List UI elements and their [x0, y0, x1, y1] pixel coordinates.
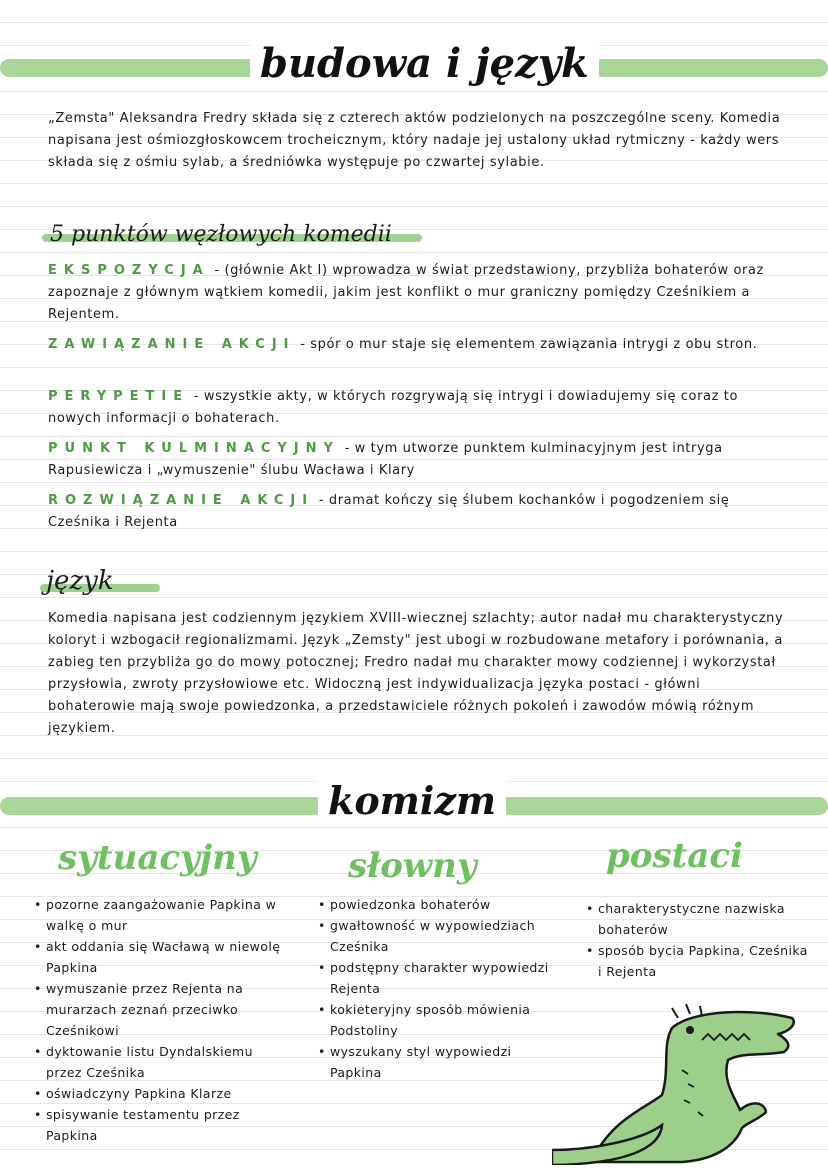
list-item: • powiedzonka bohaterów	[318, 894, 563, 915]
list-situational	[34, 894, 284, 1146]
language-heading: język	[46, 566, 114, 596]
komizm-band-right	[492, 797, 828, 815]
list-item: • akt oddania się Wacławą w niewolę Papkina	[34, 936, 284, 978]
list-item: • dyktowanie listu Dyndalskiemu przez Cześnika	[34, 1041, 284, 1083]
point-climax	[48, 438, 788, 482]
list-item: • podstępny charakter wypowiedzi Rejenta	[318, 957, 563, 999]
point-term: PUNKT KULMINACYJNY	[48, 441, 340, 456]
point-text: - dramat kończy się ślubem kochanków i pogodzeniem się Cześnika i Rejenta	[48, 493, 730, 530]
point-text: - (głównie Akt I) wprowadza w świat przedstawiony, przybliża bohaterów oraz zapoznaje z głównym wątkiem komedii, jakim jest konflikt o mur graniczny pomiędzy Cześnikiem a Rejentem.	[48, 263, 764, 322]
points-heading: 5 punktów węzłowych komedii	[50, 222, 392, 247]
list-item: • spisywanie testamentu przez Papkina	[34, 1104, 284, 1146]
point-exposition	[48, 260, 788, 326]
point-term: EKSPOZYCJA	[48, 263, 210, 278]
column-heading-situational: sytuacyjny	[58, 838, 257, 878]
list-verbal	[318, 894, 563, 1083]
point-term: ROZWIĄZANIE AKCJI	[48, 493, 315, 508]
list-item: • gwałtowność w wypowiedziach Cześnika	[318, 915, 563, 957]
point-complication	[48, 334, 788, 356]
crocodile-illustration	[552, 1000, 807, 1165]
point-resolution	[48, 490, 788, 534]
komizm-band-left	[0, 797, 330, 815]
point-term: PERYPETIE	[48, 389, 190, 404]
column-heading-verbal: słowny	[348, 846, 477, 886]
column-heading-character: postaci	[606, 836, 743, 876]
list-item: • oświadczyny Papkina Klarze	[34, 1083, 284, 1104]
list-item: • wymuszanie przez Rejenta na murarzach zeznań przeciwko Cześnikowi	[34, 978, 284, 1041]
language-paragraph: Komedia napisana jest codziennym językiem XVIII-wiecznej szlachty; autor nadał mu charakterystyczny koloryt i wzbogacił regionalizmami. Język „Zemsty" jest ubogi w rozbudowane metafory i porównania, a zabieg ten przybliża go do mowy potocznej; Fredro nadał mu charakter mowy codziennej i wykorzystał przysłowia, zwroty przysłowiowe etc. Widoczną jest indywidualizacja języka postaci - główni bohaterowie mają swoje powiedzonka, a przedstawiciele różnych pokoleń i zawodów mówią różnym językiem.	[48, 611, 784, 736]
intro-paragraph: „Zemsta" Aleksandra Fredry składa się z czterech aktów podzielonych na poszczególne sceny. Komedia napisana jest ośmiozgłoskowcem trocheicznym, który nadaje jej ustalony układ rytmiczny - każdy wers składa się z ośmiu sylab, a średniówka występuje po czwartej sylabie.	[48, 111, 781, 170]
point-text: - w tym utworze punktem kulminacyjnym jest intryga Rapusiewicza i „wymuszenie" ślubu Wacława i Klary	[48, 441, 723, 478]
list-item: • wyszukany styl wypowiedzi Papkina	[318, 1041, 563, 1083]
point-term: ZAWIĄZANIE AKCJI	[48, 337, 296, 352]
point-text: - wszystkie akty, w których rozgrywają się intrygi i dowiadujemy się coraz to nowych informacji o bohaterach.	[48, 389, 739, 426]
list-item: • charakterystyczne nazwiska bohaterów	[586, 898, 816, 940]
title-band-left	[0, 59, 260, 77]
point-peripeteia	[48, 386, 788, 430]
page-title: budowa i język	[250, 40, 599, 87]
list-item: • sposób bycia Papkina, Cześnika i Rejenta	[586, 940, 816, 982]
point-text: - spór o mur staje się elementem zawiązania intrygi z obu stron.	[295, 337, 758, 352]
komizm-title: komizm	[318, 778, 506, 823]
list-item: • pozorne zaangażowanie Papkina w walkę o mur	[34, 894, 284, 936]
list-item: • kokieteryjny sposób mówienia Podstoliny	[318, 999, 563, 1041]
list-character	[586, 898, 816, 982]
